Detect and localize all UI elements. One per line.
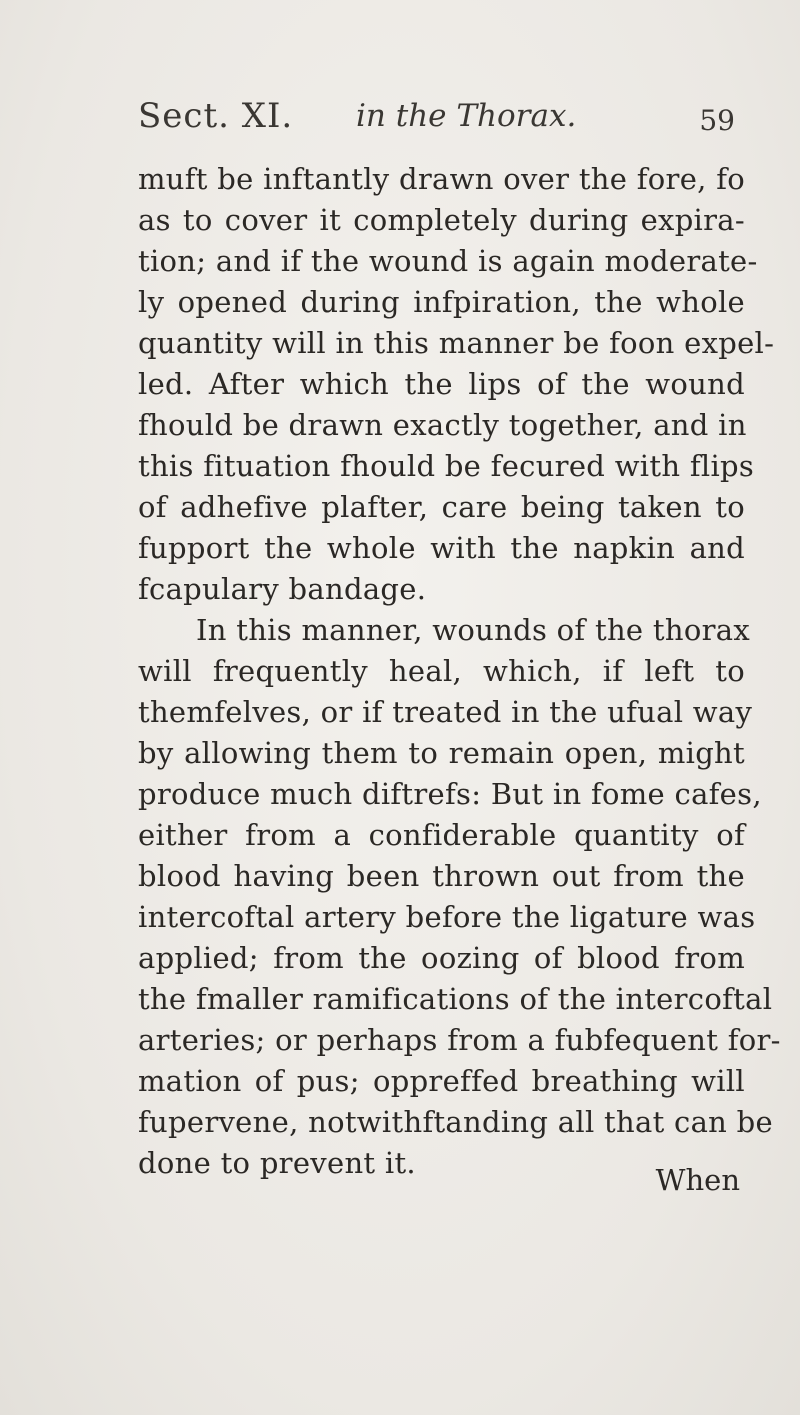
- text-line: the fmaller ramifications of the intercoftal: [138, 982, 773, 1016]
- text-line: either from a confiderable quantity of: [138, 818, 745, 852]
- text-line: intercoftal artery before the ligature was: [138, 900, 756, 934]
- text-line: produce much diftrefs: But in fome cafes,: [138, 777, 762, 811]
- text-line: themfelves, or if treated in the ufual way: [138, 695, 753, 729]
- text-line: fupport the whole with the napkin and: [138, 531, 745, 565]
- text-line: applied; from the oozing of blood from: [138, 941, 745, 975]
- section-label: Sect. XI.: [138, 96, 294, 136]
- text-line: led. After which the lips of the wound: [138, 367, 745, 401]
- page-number: 59: [699, 104, 735, 137]
- text-line: blood having been thrown out from the: [138, 859, 745, 893]
- text-line: fcapulary bandage.: [138, 572, 427, 606]
- text-line: ly opened during infpiration, the whole: [138, 285, 745, 319]
- text-line: mation of pus; oppreffed breathing will: [138, 1064, 745, 1098]
- text-line: arteries; or perhaps from a fubfequent for-: [138, 1023, 781, 1057]
- text-line: fhould be drawn exactly together, and in: [138, 408, 747, 442]
- text-line: fupervene, notwithftanding all that can be: [138, 1105, 773, 1139]
- text-line: this fituation fhould be fecured with flips: [138, 449, 755, 483]
- text-line: by allowing them to remain open, might: [138, 736, 745, 770]
- paragraph-start-line: In this manner, wounds of the thorax: [196, 613, 750, 647]
- text-line: as to cover it completely during expira-: [138, 203, 745, 237]
- running-header: [138, 96, 745, 140]
- text-line: will frequently heal, which, if left to: [138, 654, 745, 688]
- body-text: [138, 159, 781, 1184]
- running-title: in the Thorax.: [356, 98, 577, 134]
- text-line: quantity will in this manner be foon expel-: [138, 326, 775, 360]
- catchword: When: [655, 1163, 740, 1197]
- text-line: tion; and if the wound is again moderate-: [138, 244, 758, 278]
- text-line: done to prevent it.: [138, 1146, 416, 1180]
- text-line: of adhefive plafter, care being taken to: [138, 490, 745, 524]
- text-line: muft be inftantly drawn over the fore, fo: [138, 162, 745, 196]
